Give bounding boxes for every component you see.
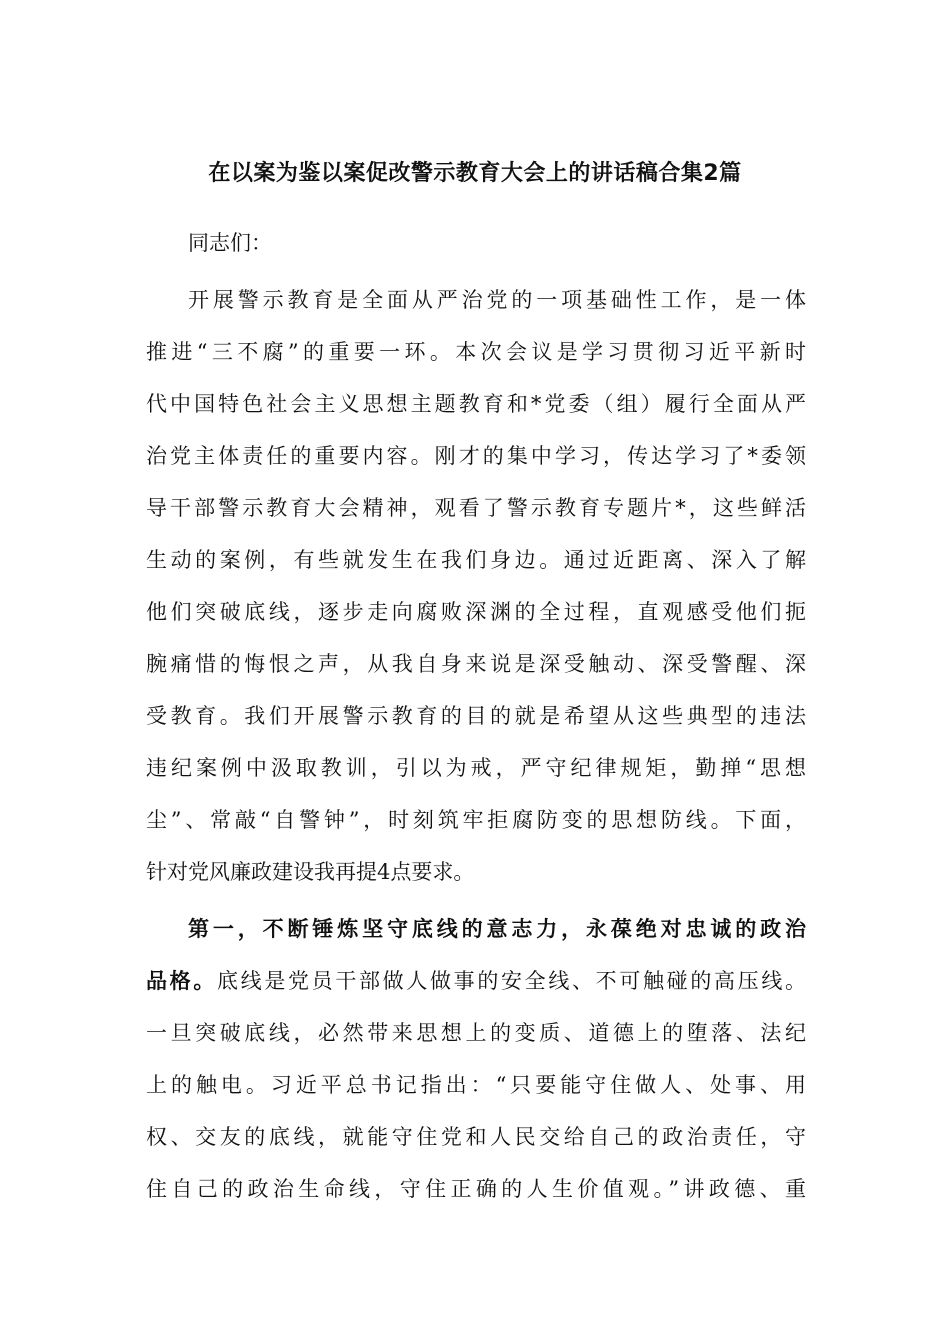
paragraph-text: 底线是党员干部做人做事的安全线、不可触碰的高压线。 (217, 969, 806, 993)
salutation: 同志们： (188, 231, 272, 255)
document-title: 在以案为鉴以案促改警示教育大会上的讲话稿合集2篇 (208, 161, 742, 186)
paragraph-line: 住自己的政治生命线，守住正确的人生价值观。”讲政德、重 (146, 1177, 806, 1201)
paragraph-line: 受教育。我们开展警示教育的目的就是希望从这些典型的违法 (146, 704, 806, 728)
paragraph-line: 腕痛惜的悔恨之声，从我自身来说是深受触动、深受警醒、深 (146, 652, 806, 676)
paragraph-line: 尘”、常敲“自警钟”，时刻筑牢拒腐防变的思想防线。下面， (146, 808, 806, 832)
section-heading: 第一，不断锤炼坚守底线的意志力，永葆绝对忠诚的政治 (188, 917, 806, 941)
paragraph-line: 违纪案例中汲取教训，引以为戒，严守纪律规矩，勤掸“思想 (146, 756, 806, 780)
paragraph-line: 开展警示教育是全面从严治党的一项基础性工作，是一体 (188, 288, 806, 312)
section-heading-end: 品格。 (146, 969, 217, 993)
paragraph-line: 针对党风廉政建设我再提4点要求。 (146, 860, 475, 884)
paragraph-line: 上的触电。习近平总书记指出：“只要能守住做人、处事、用 (146, 1073, 806, 1097)
paragraph-line (146, 965, 806, 997)
paragraph-line: 一旦突破底线，必然带来思想上的变质、道德上的堕落、法纪 (146, 1021, 806, 1045)
paragraph-line: 治党主体责任的重要内容。刚才的集中学习，传达学习了*委领 (146, 444, 806, 468)
paragraph-line: 代中国特色社会主义思想主题教育和*党委（组）履行全面从严 (146, 392, 806, 416)
paragraph-line: 他们突破底线，逐步走向腐败深渊的全过程，直观感受他们扼 (146, 600, 806, 624)
paragraph-line: 导干部警示教育大会精神，观看了警示教育专题片*，这些鲜活 (146, 496, 806, 520)
paragraph-line: 生动的案例，有些就发生在我们身边。通过近距离、深入了解 (146, 548, 806, 572)
paragraph-line: 推进“三不腐”的重要一环。本次会议是学习贯彻习近平新时 (146, 340, 806, 364)
paragraph-line: 权、交友的底线，就能守住党和人民交给自己的政治责任，守 (146, 1125, 806, 1149)
